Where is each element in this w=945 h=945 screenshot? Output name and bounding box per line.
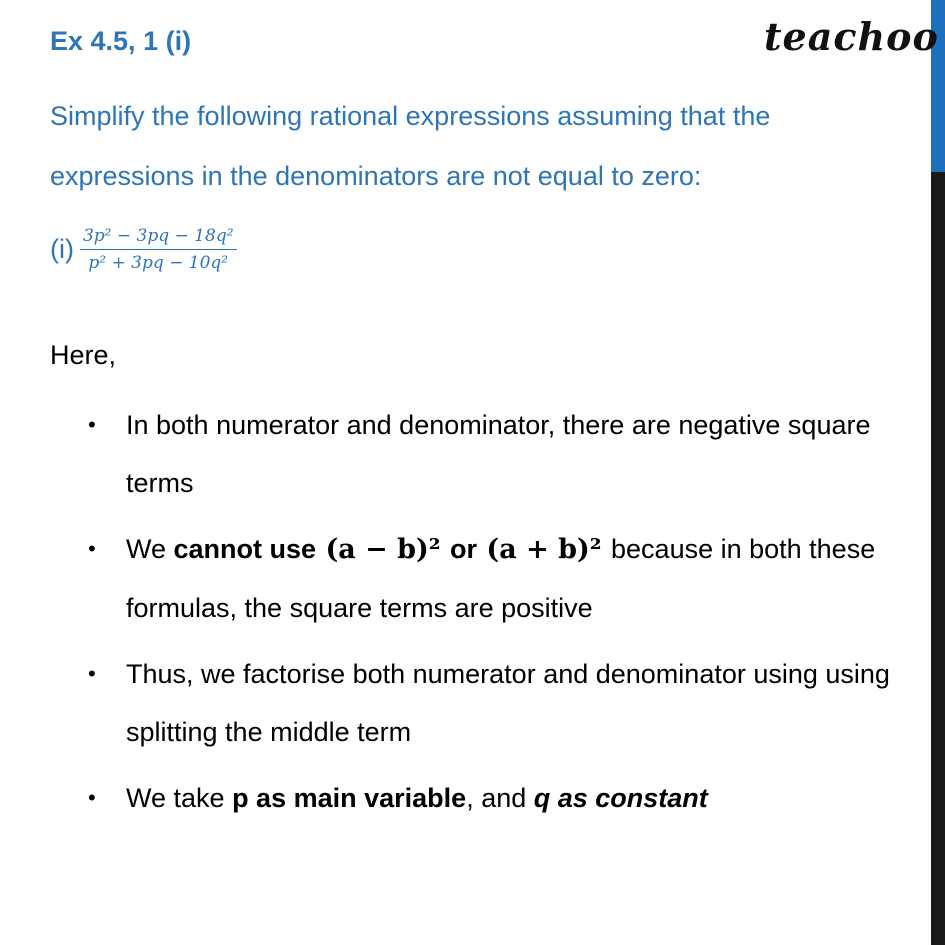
question-text: Simplify the following rational expressions assuming that the expressions in the denominators are not equal to zero: — [50, 101, 771, 191]
bullet-bold-italic-text: q as constant — [533, 783, 708, 813]
bullet-text-pre: We take — [126, 783, 233, 813]
denominator: p² + 3pq − 10q² — [88, 253, 229, 273]
teachoo-logo: teachoo — [764, 14, 939, 59]
bullet-dot-icon: • — [88, 661, 96, 686]
solution-intro: Here, — [50, 340, 117, 370]
bullet-item — [0, 520, 916, 637]
bullet-text-mid: , and — [466, 783, 534, 813]
bullet-text: In both numerator and denominator, there are negative square terms — [126, 410, 871, 498]
bullet-bold-text: cannot use — [173, 534, 317, 564]
question-part — [50, 226, 237, 273]
bullet-dot-icon: • — [88, 785, 96, 810]
exercise-title: Ex 4.5, 1 (i) — [50, 26, 192, 56]
bullet-dot-icon: • — [88, 412, 96, 437]
bullet-item — [0, 645, 916, 761]
rational-expression — [80, 226, 237, 273]
bullet-dot-icon: • — [88, 536, 96, 561]
solution-bullets — [0, 396, 920, 835]
bullet-bold-text: or — [450, 534, 478, 564]
numerator: 3p² − 3pq − 18q² — [80, 226, 237, 250]
bullet-item — [0, 396, 916, 512]
bullet-item — [0, 769, 916, 827]
bullet-bold-text: p as main variable — [232, 783, 467, 813]
bullet-text-post: because in both these formulas, the square terms are positive — [126, 534, 876, 623]
bullet-text-pre: We — [126, 534, 174, 564]
bullet-text: Thus, we factorise both numerator and denominator using using splitting the middle term — [126, 659, 890, 747]
part-label: (i) — [50, 234, 74, 264]
math-formula: (a + b)² — [477, 534, 612, 565]
math-formula: (a − b)² — [316, 534, 451, 565]
